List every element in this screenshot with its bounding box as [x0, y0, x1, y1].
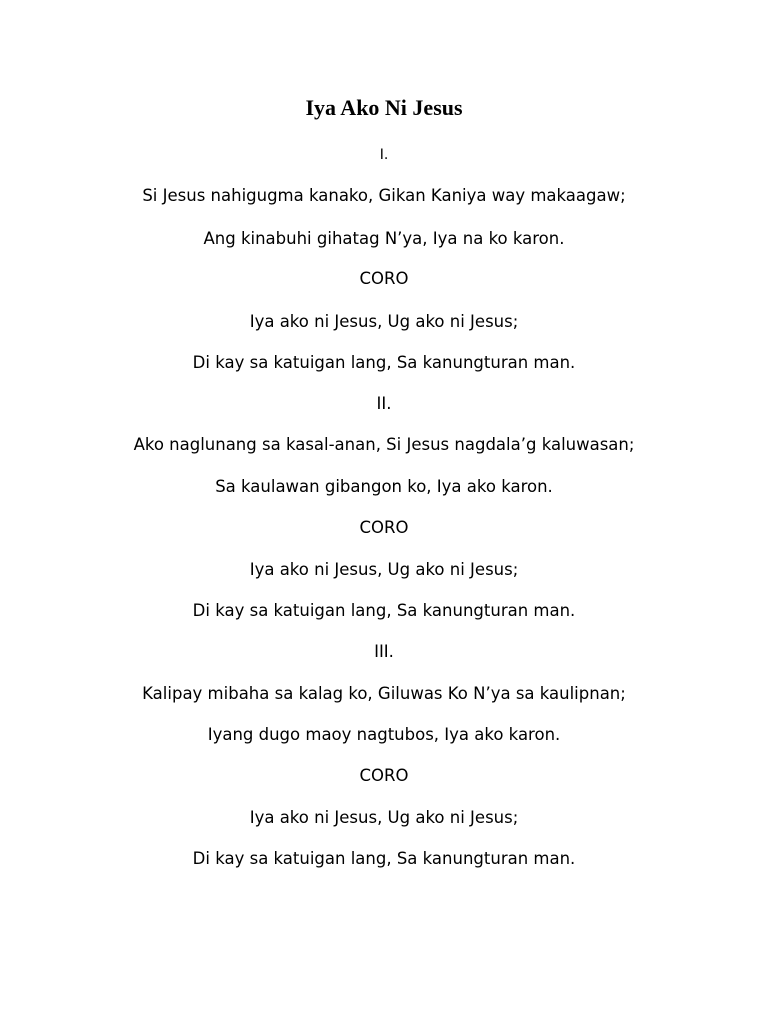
verse-3-line-1: Kalipay mibaha sa kalag ko, Giluwas Ko N’ya sa kaulipnan;	[142, 684, 626, 703]
chorus-3-line-2: Di kay sa katuigan lang, Sa kanungturan man.	[192, 849, 576, 868]
verse-3-number: III.	[374, 642, 394, 661]
song-title: Iya Ako Ni Jesus	[305, 95, 463, 120]
chorus-1-line-2: Di kay sa katuigan lang, Sa kanungturan man.	[192, 353, 576, 372]
chorus-1-heading: CORO	[359, 269, 409, 288]
verse-1-number: I.	[379, 147, 389, 163]
verse-2-number: II.	[376, 394, 392, 413]
chorus-2-line-2: Di kay sa katuigan lang, Sa kanungturan man.	[192, 601, 576, 620]
verse-3-line-2: Iyang dugo maoy nagtubos, Iya ako karon.	[207, 725, 561, 744]
verse-1-line-2: Ang kinabuhi gihatag N’ya, Iya na ko karon.	[203, 229, 565, 248]
verse-2-line-2: Sa kaulawan gibangon ko, Iya ako karon.	[215, 477, 553, 496]
chorus-3-line-1: Iya ako ni Jesus, Ug ako ni Jesus;	[249, 808, 519, 827]
verse-2-line-1: Ako naglunang sa kasal-anan, Si Jesus nagdala’g kaluwasan;	[133, 435, 635, 454]
chorus-2-line-1: Iya ako ni Jesus, Ug ako ni Jesus;	[249, 560, 519, 579]
chorus-1-line-1: Iya ako ni Jesus, Ug ako ni Jesus;	[249, 312, 519, 331]
chorus-2-heading: CORO	[359, 518, 409, 537]
verse-1-line-1: Si Jesus nahigugma kanako, Gikan Kaniya way makaagaw;	[142, 186, 626, 205]
chorus-3-heading: CORO	[359, 766, 409, 785]
